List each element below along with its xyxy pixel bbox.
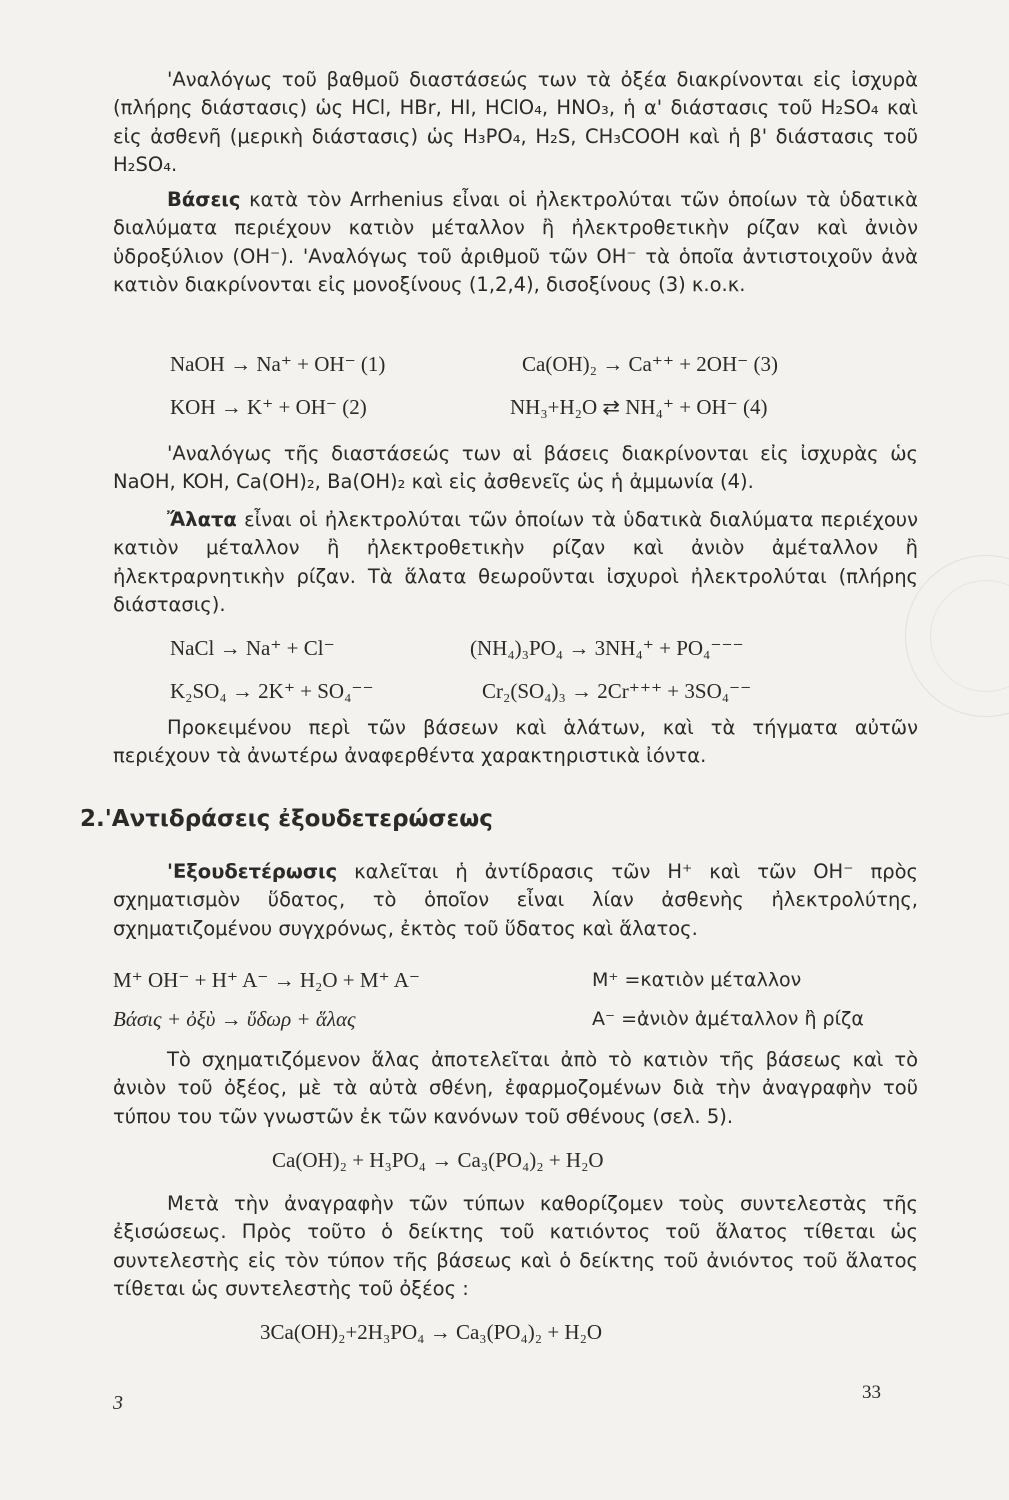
equation-neutralization-words: Βάσις + ὀξὺ → ὕδωρ + ἅλας bbox=[113, 1007, 356, 1031]
equation-naoh: NaOH → Na⁺ + OH⁻ (1) bbox=[170, 352, 386, 376]
equation-caoh2: Ca(OH)₂ → Ca⁺⁺ + 2OH⁻ (3) bbox=[522, 352, 778, 376]
equation-example-coefficients: 3Ca(OH)₂+2H₃PO₄ → Ca₃(PO₄)₂ + H₂O bbox=[260, 1320, 603, 1344]
paragraph-base-strength: 'Αναλόγως τῆς διαστάσεώς των αἱ βάσεις διακρίνονται εἰς ἰσχυρὰς ὡς NaOH, KOH, Ca(OH)₂, Ba(OH)₂ καὶ εἰς ἀσθενεῖς ὡς ἡ ἀμμωνία (4). bbox=[113, 442, 918, 494]
equation-ammonium-phosphate: (NH₄)₃PO₄ → 3NH₄⁺ + PO₄⁻⁻⁻ bbox=[470, 636, 744, 660]
signature-mark: 3 bbox=[113, 1392, 123, 1414]
equation-potassium-sulfate: K₂SO₄ → 2K⁺ + SO₄⁻⁻ bbox=[170, 679, 374, 703]
term-neutralization: 'Εξουδετέρωσις bbox=[167, 860, 338, 883]
term-bases: Βάσεις bbox=[167, 188, 241, 211]
page-number: 33 bbox=[862, 1382, 881, 1403]
equation-nh3: NH₃+H₂O ⇄ NH₄⁺ + OH⁻ (4) bbox=[510, 395, 768, 419]
paragraph-bases-definition: Βάσεις κατὰ τὸν Arrhenius εἶναι οἱ ἠλεκτρολύται τῶν ὁποίων τὰ ὑδατικὰ διαλύματα περιέχουν κατιὸν μέταλλον ἢ ἠλεκτροθετικὴν ρίζαν καὶ ἀνιὸν ὑδροξύλιον (OH⁻). 'Αναλόγως τοῦ ἀριθμοῦ τῶν OH⁻ τὰ ὁποῖα ἀντιστοιχοῦν ἀνὰ κατιὸν διακρίνονται εἰς μονοξίνους (1,2,4), δισοξίνους (3) κ.ο.κ. bbox=[113, 188, 918, 296]
equation-neutralization-general: M⁺ OH⁻ + H⁺ A⁻ → H₂O + M⁺ A⁻ bbox=[113, 968, 420, 992]
term-salts: Ἄλατα bbox=[167, 508, 237, 531]
paragraph-salt-formation: Τὸ σχηματιζόμενον ἅλας ἀποτελεῖται ἀπὸ τὸ κατιὸν τῆς βάσεως καὶ τὸ ἀνιὸν τοῦ ὀξέος, μὲ τὰ αὐτὰ σθένη, ἐφαρμοζομένων διὰ τὴν ἀναγραφὴν τοῦ τύπου του τῶν γνωστῶν ἐκ τῶν κανόνων τοῦ σθένους (σελ. 5). bbox=[113, 1048, 918, 1128]
section-heading-neutralization: 2.'Αντιδράσεις ἐξουδετερώσεως bbox=[80, 806, 493, 832]
paragraph-coefficients: Μετὰ τὴν ἀναγραφὴν τῶν τύπων καθορίζομεν τοὺς συντελεστὰς τῆς ἐξισώσεως. Πρὸς τοῦτο ὁ δείκτης τοῦ κατιόντος τοῦ ἅλατος τίθεται ὡς συντελεστὴς εἰς τὸν τύπον τῆς βάσεως καὶ ὁ δείκτης τοῦ ἀνιόντος τοῦ ἅλατος τίθεται ὡς συντελεστὴς τοῦ ὀξέος : bbox=[113, 1192, 918, 1300]
paragraph-salts-definition: Ἄλατα εἶναι οἱ ἠλεκτρολύται τῶν ὁποίων τὰ ὑδατικὰ διαλύματα περιέχουν κατιὸν μέταλλον ἢ ἠλεκτροθετικὴν ρίζαν καὶ ἀνιὸν ἀμέταλλον ἢ ἠλεκτραρνητικὴν ρίζαν. Τὰ ἅλατα θεωροῦνται ἰσχυροὶ ἠλεκτρολύται (πλήρης διάστασις). bbox=[113, 508, 918, 616]
paragraph-neutralization-definition: 'Εξουδετέρωσις καλεῖται ἡ ἀντίδρασις τῶν H⁺ καὶ τῶν OH⁻ πρὸς σχηματισμὸν ὕδατος, τὸ ὁποῖον εἶναι λίαν ἀσθενὴς ἠλεκτρολύτης, σχηματιζομένου συγχρόνως, ἐκτὸς τοῦ ὕδατος καὶ ἅλατος. bbox=[113, 860, 918, 940]
definition-cation: M⁺ =κατιὸν μέταλλον bbox=[592, 969, 802, 991]
paragraph-acid-dissociation: 'Αναλόγως τοῦ βαθμοῦ διαστάσεώς των τὰ ὀξέα διακρίνονται εἰς ἰσχυρὰ (πλήρης διάστασις) ὡς HCl, HBr, HI, HClO₄, HNO₃, ἡ α' διάστασις τοῦ H₂SO₄ καὶ εἰς ἀσθενῆ (μερικὴ διάστασις) ὡς H₃PO₄, H₂S, CH₃COOH καὶ ἡ β' διάστασις τοῦ H₂SO₄. bbox=[113, 68, 918, 176]
definition-anion: A⁻ =ἀνιὸν ἀμέταλλον ἢ ρίζα bbox=[592, 1008, 864, 1030]
equation-nacl: NaCl → Na⁺ + Cl⁻ bbox=[170, 636, 335, 660]
equation-example-unbalanced: Ca(OH)₂ + H₃PO₄ → Ca₃(PO₄)₂ + H₂O bbox=[272, 1148, 604, 1172]
equation-koh: KOH → K⁺ + OH⁻ (2) bbox=[170, 395, 367, 419]
equation-chromium-sulfate: Cr₂(SO₄)₃ → 2Cr⁺⁺⁺ + 3SO₄⁻⁻ bbox=[482, 679, 752, 703]
paragraph-melts: Προκειμένου περὶ τῶν βάσεων καὶ ἁλάτων, καὶ τὰ τήγματα αὐτῶν περιέχουν τὰ ἀνωτέρω ἀναφερθέντα χαρακτηριστικὰ ἰόντα. bbox=[113, 716, 918, 768]
